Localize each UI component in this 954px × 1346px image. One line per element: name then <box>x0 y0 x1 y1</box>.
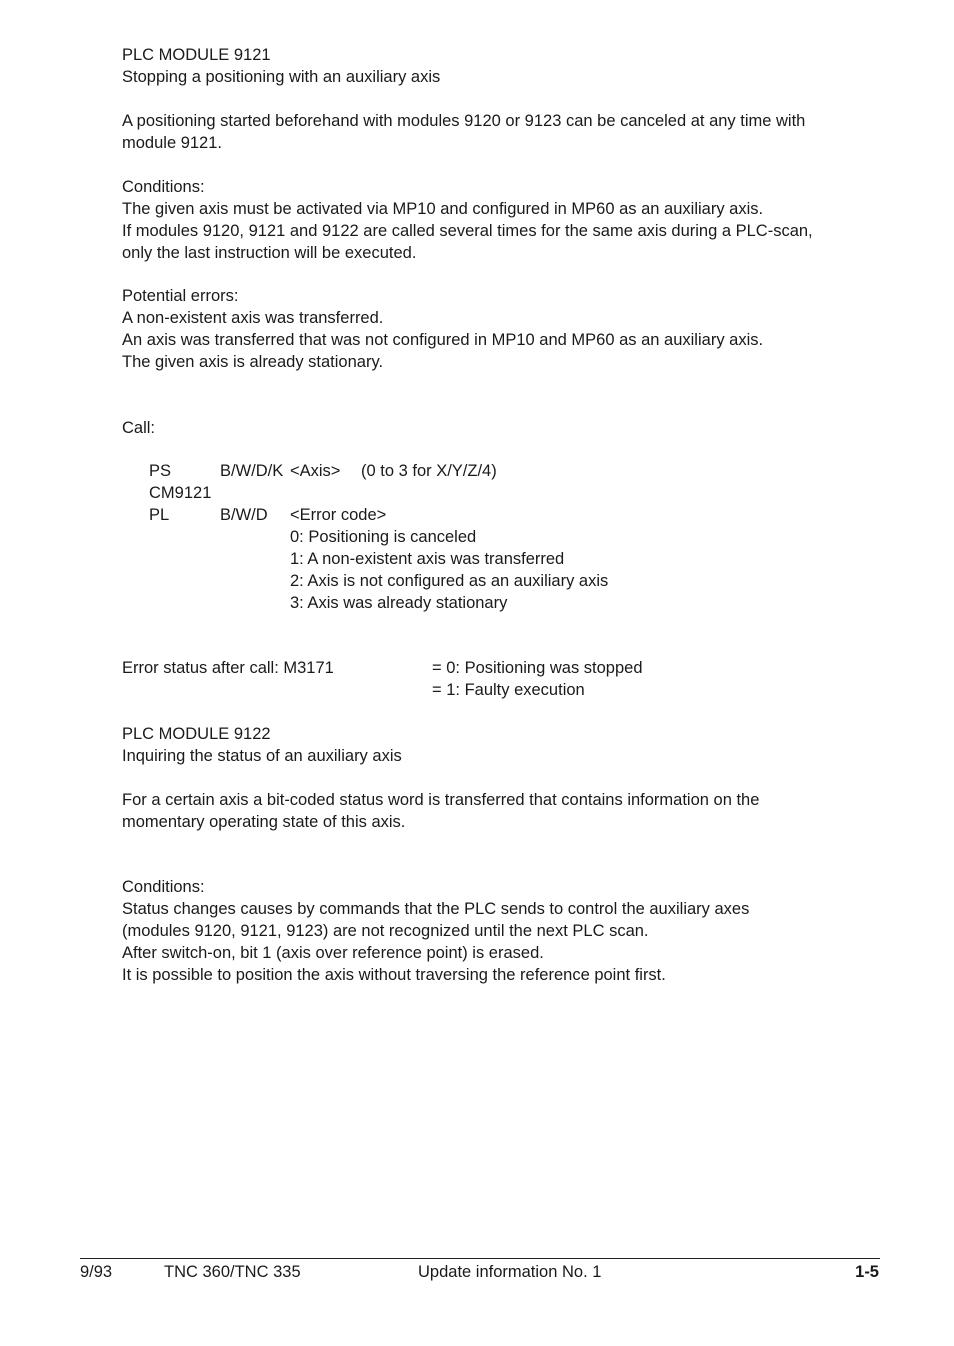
footer-rule <box>80 1258 880 1259</box>
footer-document: Update information No. 1 <box>418 1263 602 1281</box>
footer-model: TNC 360/TNC 335 <box>164 1263 301 1281</box>
error-line: The given axis is already stationary. <box>122 353 384 371</box>
module-9121-heading: PLC MODULE 9121 <box>122 46 271 64</box>
error-code-item: 2: Axis is not configured as an auxiliary axis <box>290 572 609 590</box>
intro-line: momentary operating state of this axis. <box>122 813 406 831</box>
call-label: Call: <box>122 419 156 437</box>
error-status-value: = 1: Faulty execution <box>432 681 585 699</box>
footer-date: 9/93 <box>80 1263 113 1281</box>
error-line: An axis was transferred that was not configured in MP10 and MP60 as an auxiliary axis. <box>122 331 764 349</box>
call-cm-command: CM9121 <box>149 484 212 502</box>
call-pl-argument: <Error code> <box>290 506 387 524</box>
error-line: A non-existent axis was transferred. <box>122 309 384 327</box>
call-pl-type: B/W/D <box>220 506 268 524</box>
module-9121-subtitle: Stopping a positioning with an auxiliary axis <box>122 68 441 86</box>
condition-line: It is possible to position the axis without traversing the reference point first. <box>122 966 666 984</box>
condition-line: The given axis must be activated via MP10 and configured in MP60 as an auxiliary axis. <box>122 200 764 218</box>
condition-line: After switch-on, bit 1 (axis over reference point) is erased. <box>122 944 544 962</box>
module-9122-subtitle: Inquiring the status of an auxiliary axis <box>122 747 402 765</box>
footer-page-number: 1-5 <box>855 1263 879 1281</box>
condition-line: Status changes causes by commands that the PLC sends to control the auxiliary axes <box>122 900 750 918</box>
intro-line: For a certain axis a bit-coded status word is transferred that contains information on the <box>122 791 760 809</box>
call-ps-argument: <Axis> <box>290 462 341 480</box>
intro-line: module 9121. <box>122 134 222 152</box>
error-code-item: 1: A non-existent axis was transferred <box>290 550 565 568</box>
condition-line: If modules 9120, 9121 and 9122 are called several times for the same axis during a PLC-scan, <box>122 222 813 240</box>
call-ps-command: PS <box>149 462 172 480</box>
error-code-item: 3: Axis was already stationary <box>290 594 508 612</box>
call-ps-type: B/W/D/K <box>220 462 284 480</box>
condition-line: (modules 9120, 9121, 9123) are not recognized until the next PLC scan. <box>122 922 649 940</box>
errors-label: Potential errors: <box>122 287 239 305</box>
condition-line: only the last instruction will be executed. <box>122 244 417 262</box>
module-9122-heading: PLC MODULE 9122 <box>122 725 271 743</box>
error-status-label: Error status after call: M3171 <box>122 659 334 677</box>
conditions-label: Conditions: <box>122 878 205 896</box>
call-ps-note: (0 to 3 for X/Y/Z/4) <box>361 462 497 480</box>
call-pl-command: PL <box>149 506 170 524</box>
error-code-item: 0: Positioning is canceled <box>290 528 477 546</box>
error-status-value: = 0: Positioning was stopped <box>432 659 643 677</box>
intro-line: A positioning started beforehand with modules 9120 or 9123 can be canceled at any time with <box>122 112 806 130</box>
conditions-label: Conditions: <box>122 178 205 196</box>
